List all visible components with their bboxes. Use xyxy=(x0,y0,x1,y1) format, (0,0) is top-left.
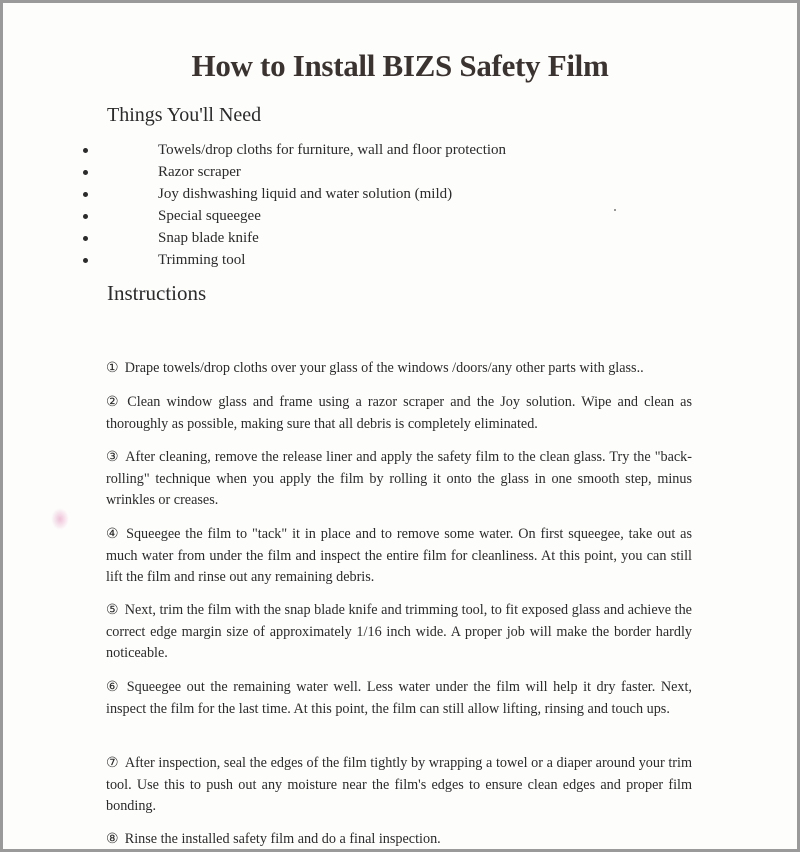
step-number: ④ xyxy=(106,526,121,542)
bullet-icon xyxy=(83,192,88,197)
page-title: How to Install BIZS Safety Film xyxy=(191,48,609,83)
step-text: Rinse the installed safety film and do a final inspection. xyxy=(124,831,441,847)
instruction-step xyxy=(106,392,692,435)
list-item: Snap blade knife xyxy=(3,227,800,249)
bullet-icon xyxy=(83,148,88,153)
step-text: Squeegee out the remaining water well. Less water under the film will help it dry faster. Next, inspect the film for the last time. At this point, the film can still allow lifting, rinsing and touch ups. xyxy=(106,679,692,717)
instructions-heading: Instructions xyxy=(107,281,207,305)
bullet-icon xyxy=(83,170,88,175)
instruction-step xyxy=(106,829,692,851)
step-number: ① xyxy=(106,360,119,376)
step-text: After cleaning, remove the release liner and apply the safety film to the clean glass. Try the "back-rolling" technique when you apply the film by rolling it onto the glass in one smooth step, minus wrinkles or creases. xyxy=(106,449,692,508)
step-number: ⑥ xyxy=(106,679,121,695)
list-item: Joy dishwashing liquid and water solution (mild) xyxy=(3,183,800,205)
things-heading: Things You'll Need xyxy=(107,104,262,126)
step-number: ③ xyxy=(106,449,120,465)
list-item: Towels/drop cloths for furniture, wall and floor protection xyxy=(3,139,800,161)
bullet-icon xyxy=(83,236,88,241)
instruction-step xyxy=(106,447,692,512)
ink-smudge xyxy=(51,508,69,530)
bullet-icon xyxy=(83,258,88,263)
list-item: Special squeegee xyxy=(3,205,800,227)
instruction-step xyxy=(106,753,692,818)
instruction-step xyxy=(106,358,692,380)
list-item: Trimming tool xyxy=(3,249,800,271)
step-text: Clean window glass and frame using a razor scraper and the Joy solution. Wipe and clean as thoroughly as possible, making sure that all debris is completely eliminated. xyxy=(106,394,692,432)
step-text: Next, trim the film with the snap blade knife and trimming tool, to fit exposed glass and achieve the correct edge margin size of approximately 1/16 inch wide. A proper job will make the border hardly noticeable. xyxy=(106,602,692,661)
step-text: Drape towels/drop cloths over your glass of the windows /doors/any other parts with glass.. xyxy=(124,360,644,376)
list-item: Razor scraper xyxy=(3,161,800,183)
things-list xyxy=(3,139,800,271)
step-text: After inspection, seal the edges of the film tightly by wrapping a towel or a diaper around your trim tool. Use this to push out any moisture near the film's edges to ensure clean edges and proper film bonding. xyxy=(106,755,692,814)
step-number: ⑤ xyxy=(106,602,119,618)
scan-speck xyxy=(614,209,616,211)
instruction-step xyxy=(106,524,692,589)
step-number: ⑧ xyxy=(106,831,119,847)
bullet-icon xyxy=(83,214,88,219)
step-number: ② xyxy=(106,394,122,410)
step-text: Squeegee the film to "tack" it in place and to remove some water. On first squeegee, take out as much water from under the film and inspect the entire film for cleanliness. At this point, you can still lift the film and rinse out any remaining debris. xyxy=(106,526,692,585)
instruction-step xyxy=(106,677,692,720)
instruction-step xyxy=(106,600,692,665)
step-number: ⑦ xyxy=(106,755,119,771)
